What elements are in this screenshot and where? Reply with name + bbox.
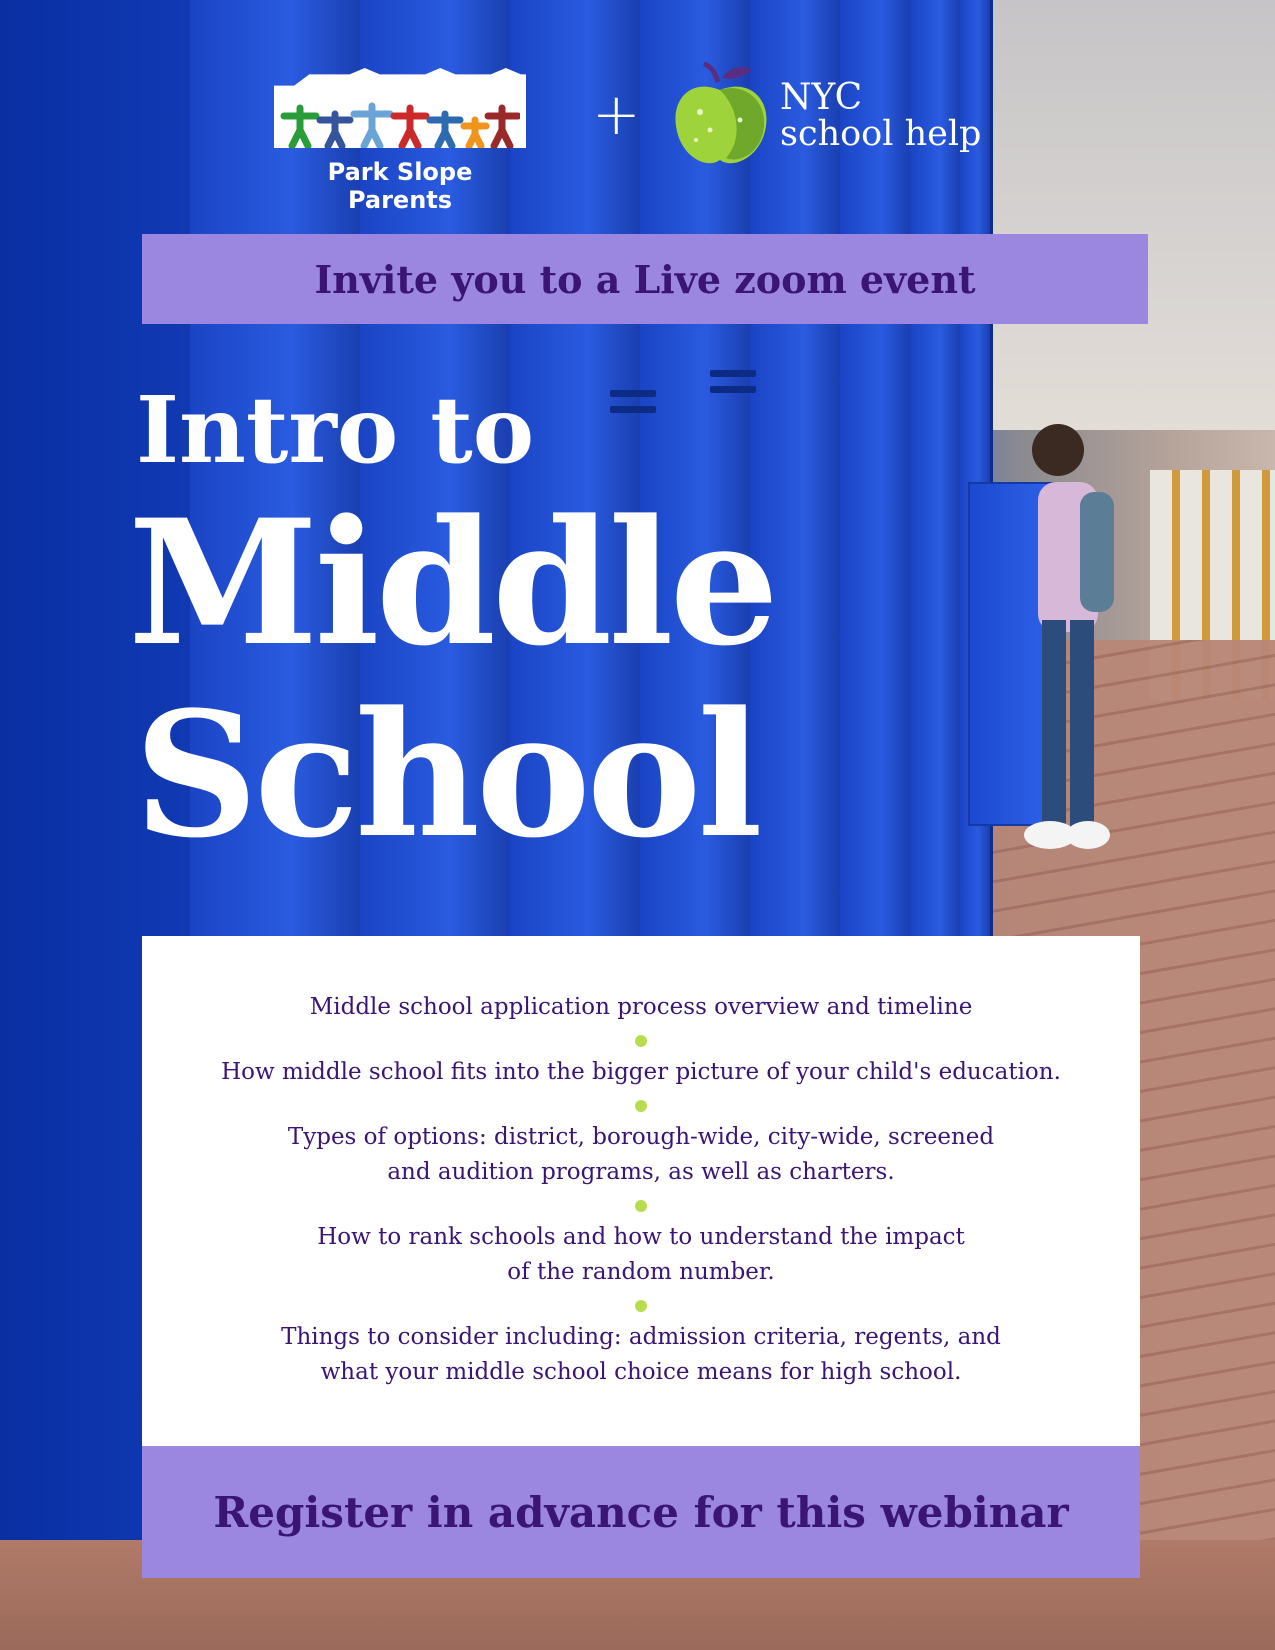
park-slope-parents-logo <box>272 60 528 214</box>
topic-item: Things to consider including: admission criteria, regents, and what your middle school choice means for high school. <box>281 1324 1001 1385</box>
title-line-3: School <box>134 673 759 876</box>
apple-icon <box>670 60 770 170</box>
invite-banner <box>142 234 1148 324</box>
partner-logos <box>272 60 1012 214</box>
register-banner[interactable] <box>142 1446 1140 1578</box>
register-link[interactable]: Register in advance for this webinar <box>213 1487 1069 1537</box>
topic-item: How to rank schools and how to understand the impact of the random number. <box>317 1224 965 1285</box>
invite-text: Invite you to a Live zoom event <box>314 256 976 302</box>
bullet-dot-icon <box>635 1200 647 1212</box>
nyc-school-help-wordmark <box>780 77 982 154</box>
nyc-school-help-line1: NYC <box>780 77 863 118</box>
plus-sign: + <box>592 80 641 148</box>
bullet-dot-icon <box>635 1300 647 1312</box>
topics-panel <box>142 936 1140 1446</box>
student-illustration <box>1000 410 1120 880</box>
people-chain-icon <box>280 98 520 148</box>
topic-item: Types of options: district, borough-wide, city-wide, screened and audition programs, as well as charters. <box>287 1124 995 1185</box>
topic-list <box>142 936 1140 1390</box>
bullet-dot-icon <box>635 1100 647 1112</box>
locker-vent <box>610 406 656 413</box>
nyc-school-help-line2: school help <box>780 114 982 154</box>
topic-item: Middle school application process overview and timeline <box>309 994 973 1020</box>
title-line-1: Intro to <box>136 376 535 484</box>
locker-vent <box>710 370 756 377</box>
title-line-2: Middle <box>128 481 776 684</box>
locker-vent <box>610 390 656 397</box>
bullet-dot-icon <box>635 1035 647 1047</box>
topic-item: How middle school fits into the bigger picture of your child's education. <box>221 1059 1061 1085</box>
park-slope-parents-name: Park Slope Parents <box>327 158 473 214</box>
corridor-ceiling <box>980 0 1275 430</box>
locker-vent <box>710 386 756 393</box>
